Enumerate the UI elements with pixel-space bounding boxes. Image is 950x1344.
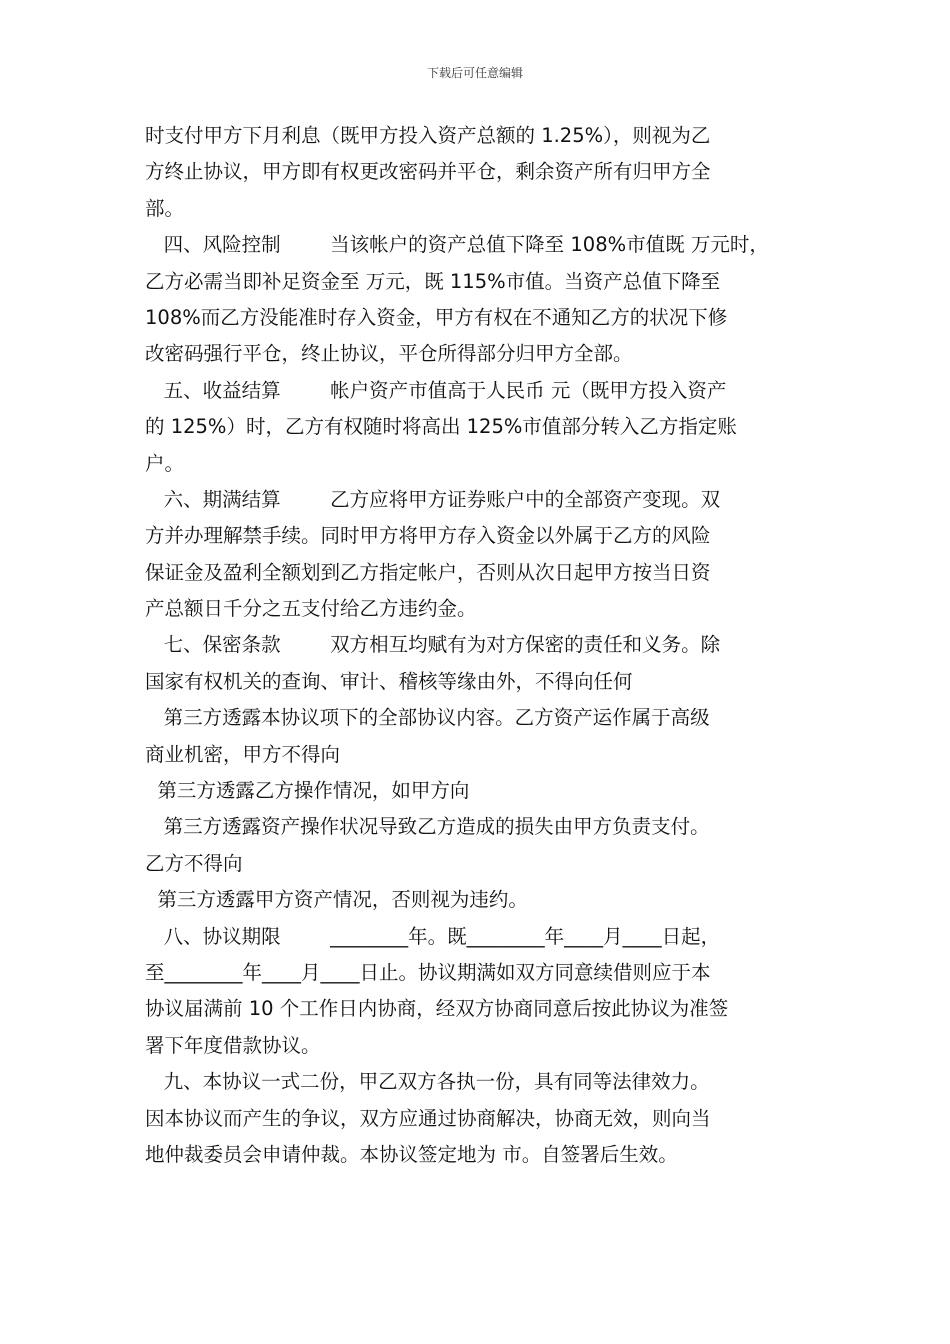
text-line: 乙方不得向: [145, 851, 243, 875]
clause-6-heading-line: 六、期满结算 乙方应将甲方证券账户中的全部资产变现。双: [145, 487, 721, 511]
text-line: 产总额日千分之五支付给乙方违约金。: [145, 597, 477, 621]
clause-4-heading-line: 四、风险控制 当该帐户的资产总值下降至 108%市值既 万元时，: [145, 233, 769, 257]
text-line: 因本协议而产生的争议，双方应通过协商解决，协商无效，则向当: [145, 1106, 711, 1130]
text-line: 署下年度借款协议。: [145, 1033, 321, 1057]
text-line: 方终止协议，甲方即有权更改密码并平仓，剩余资产所有归甲方全: [145, 160, 711, 184]
text-line: 国家有权机关的查询、审计、稽核等缘由外，不得向任何: [145, 669, 633, 693]
text-line: 第三方透露乙方操作情况，如甲方向: [145, 779, 470, 803]
clause-5-heading-line: 五、收益结算 帐户资产市值高于人民币 元（既甲方投入资产: [145, 378, 727, 402]
page-header: 下载后可任意编辑: [426, 66, 523, 80]
clause-9-heading-line: 九、本协议一式二份，甲乙双方各执一份，具有同等法律效力。: [145, 1070, 710, 1094]
text-line: 第三方透露本协议项下的全部协议内容。乙方资产运作属于高级: [145, 706, 710, 730]
text-line: 第三方透露甲方资产情况，否则视为违约。: [145, 888, 528, 912]
text-line: 至________年____月____日止。协议期满如双方同意续借则应于本: [145, 960, 711, 984]
text-line: 户。: [145, 451, 185, 475]
text-line: 乙方必需当即补足资金至 万元，既 115%市值。当资产总值下降至: [145, 269, 721, 293]
text-line: 时支付甲方下月利息（既甲方投入资产总额的 1.25%），则视为乙: [145, 124, 711, 147]
text-line: 地仲裁委员会申请仲裁。本协议签定地为 市。自签署后生效。: [145, 1142, 678, 1166]
text-line: 108%而乙方没能准时存入资金，甲方有权在不通知乙方的状况下修: [145, 305, 728, 329]
text-line: 改密码强行平仓，终止协议，平仓所得部分归甲方全部。: [145, 342, 633, 366]
document-body: [145, 118, 810, 1173]
clause-8-heading-line: 八、协议期限 ________年。既________年____月____日起，: [145, 924, 721, 948]
text-line: 保证金及盈利全额划到乙方指定帐户，否则从次日起甲方按当日资: [145, 560, 711, 584]
text-line: 的 125%）时，乙方有权随时将高出 125%市值部分转入乙方指定账: [145, 415, 737, 439]
text-line: 商业机密，甲方不得向: [145, 742, 341, 766]
text-line: 协议届满前 10 个工作日内协商，经双方协商同意后按此协议为准签: [145, 997, 729, 1021]
text-line: 部。: [145, 196, 185, 220]
clause-7-heading-line: 七、保密条款 双方相互均赋有为对方保密的责任和义务。除: [145, 633, 721, 657]
text-line: 方并办理解禁手续。同时甲方将甲方存入资金以外属于乙方的风险: [145, 524, 711, 548]
text-line: 第三方透露资产操作状况导致乙方造成的损失由甲方负责支付。: [145, 815, 710, 839]
